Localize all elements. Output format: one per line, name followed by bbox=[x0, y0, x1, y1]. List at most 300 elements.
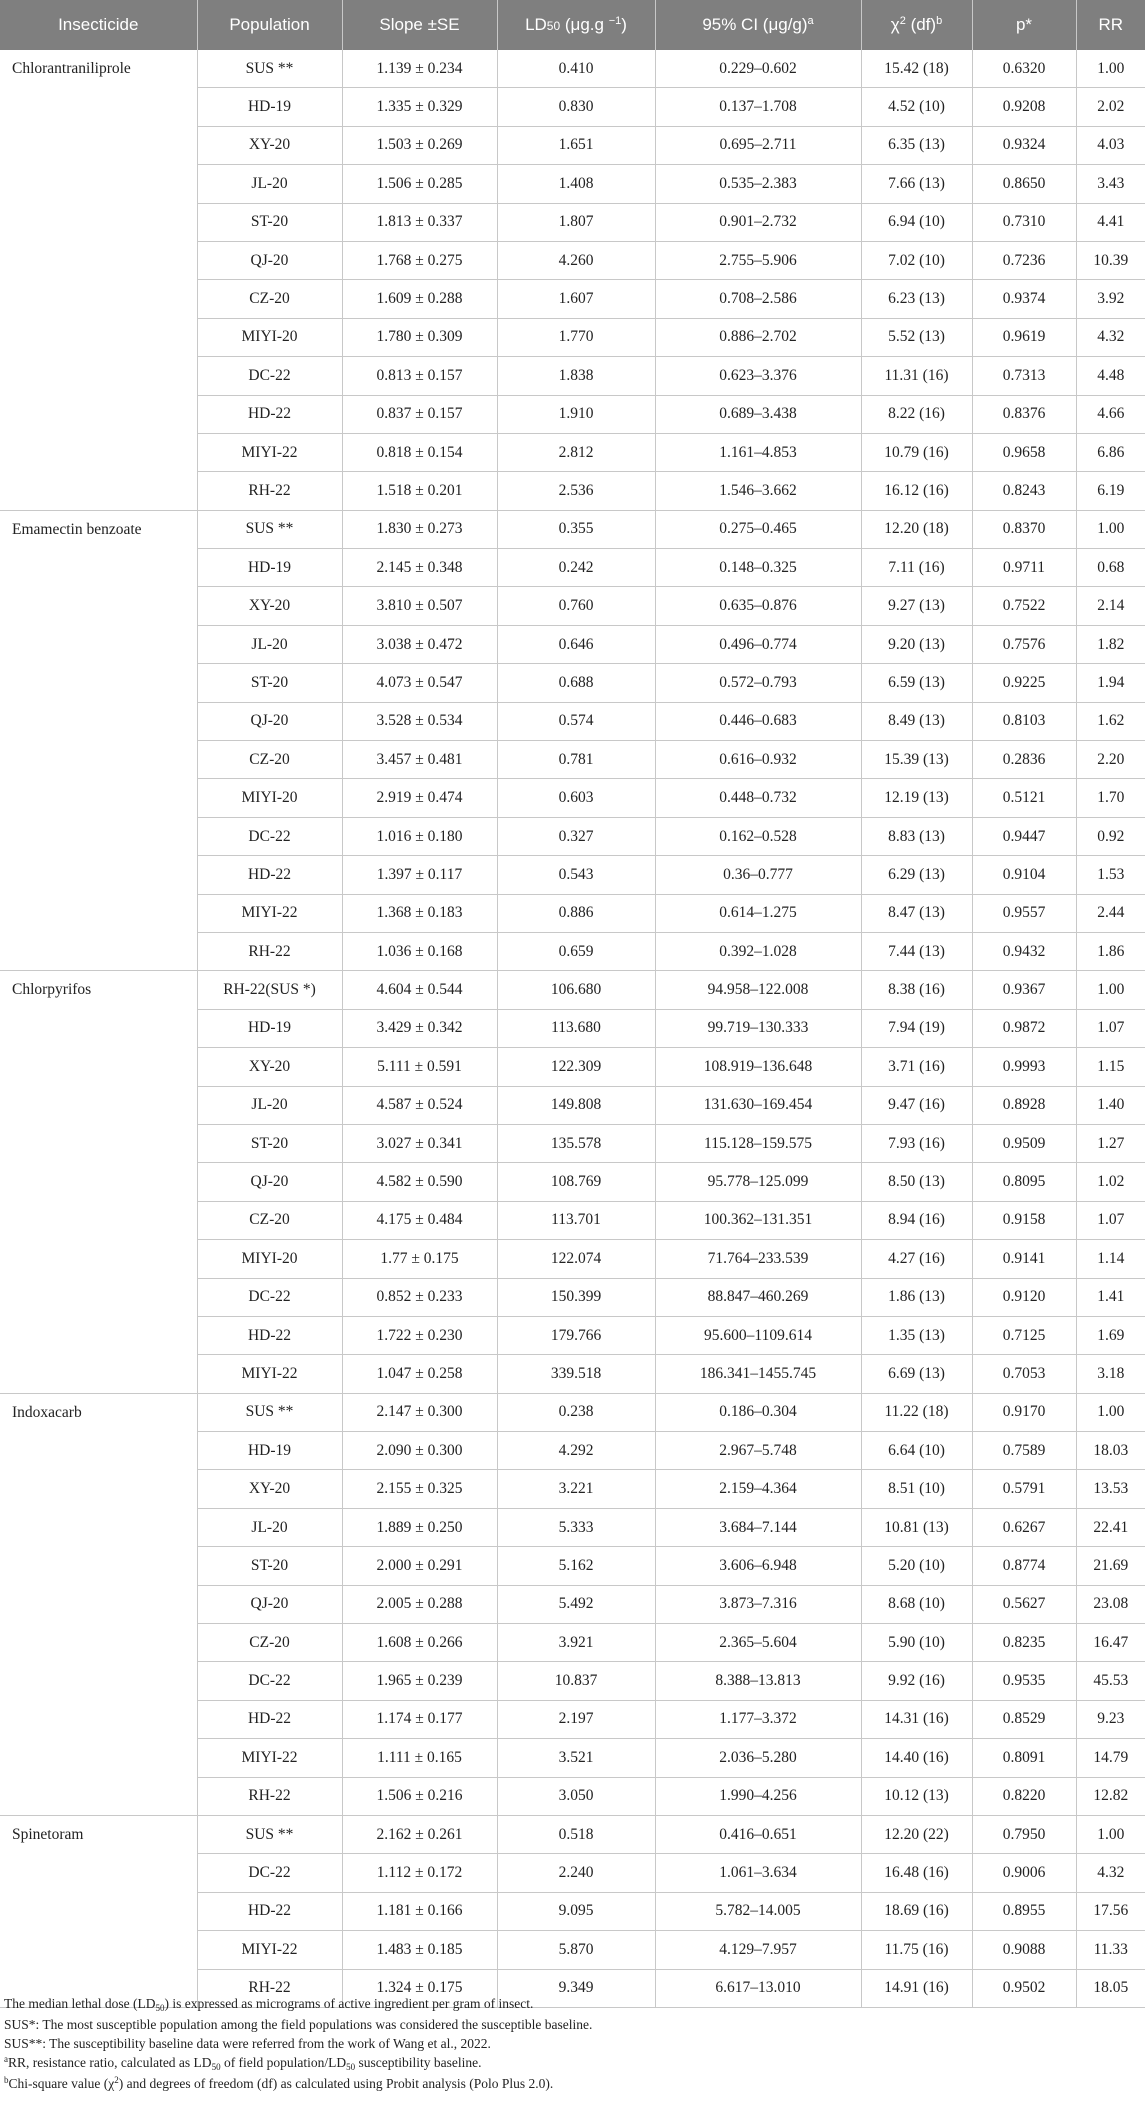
p-value-cell: 0.9374 bbox=[972, 280, 1076, 318]
ci-cell: 88.847–460.269 bbox=[655, 1278, 861, 1316]
population-cell: HD-19 bbox=[197, 88, 342, 126]
ci-cell: 95.778–125.099 bbox=[655, 1163, 861, 1201]
insecticide-cell: Spinetoram bbox=[0, 1815, 197, 2007]
slope-cell: 1.016 ± 0.180 bbox=[342, 817, 497, 855]
chi-square-cell: 18.69 (16) bbox=[861, 1892, 972, 1930]
p-value-cell: 0.9432 bbox=[972, 932, 1076, 970]
chi-square-cell: 11.75 (16) bbox=[861, 1931, 972, 1969]
population-cell: DC-22 bbox=[197, 817, 342, 855]
chi-square-cell: 9.20 (13) bbox=[861, 625, 972, 663]
p-value-cell: 0.9170 bbox=[972, 1393, 1076, 1431]
ci-cell: 94.958–122.008 bbox=[655, 971, 861, 1009]
ci-cell: 3.684–7.144 bbox=[655, 1508, 861, 1546]
ld50-cell: 106.680 bbox=[497, 971, 655, 1009]
chi-square-cell: 8.94 (16) bbox=[861, 1201, 972, 1239]
population-cell: MIYI-22 bbox=[197, 1739, 342, 1777]
ld50-cell: 5.333 bbox=[497, 1508, 655, 1546]
slope-cell: 1.609 ± 0.288 bbox=[342, 280, 497, 318]
ld50-cell: 0.646 bbox=[497, 625, 655, 663]
rr-cell: 1.00 bbox=[1076, 1815, 1145, 1853]
ci-cell: 3.873–7.316 bbox=[655, 1585, 861, 1623]
p-value-cell: 0.8650 bbox=[972, 165, 1076, 203]
rr-cell: 1.94 bbox=[1076, 664, 1145, 702]
ld50-cell: 4.292 bbox=[497, 1432, 655, 1470]
p-value-cell: 0.8529 bbox=[972, 1700, 1076, 1738]
chi-square-cell: 14.40 (16) bbox=[861, 1739, 972, 1777]
slope-cell: 1.518 ± 0.201 bbox=[342, 472, 497, 510]
ld50-cell: 113.680 bbox=[497, 1009, 655, 1047]
slope-cell: 4.587 ± 0.524 bbox=[342, 1086, 497, 1124]
population-cell: MIYI-22 bbox=[197, 1355, 342, 1393]
slope-cell: 1.768 ± 0.275 bbox=[342, 241, 497, 279]
ci-cell: 0.572–0.793 bbox=[655, 664, 861, 702]
slope-cell: 3.528 ± 0.534 bbox=[342, 702, 497, 740]
rr-cell: 1.62 bbox=[1076, 702, 1145, 740]
chi-square-cell: 8.22 (16) bbox=[861, 395, 972, 433]
rr-cell: 21.69 bbox=[1076, 1547, 1145, 1585]
population-cell: QJ-20 bbox=[197, 1163, 342, 1201]
rr-cell: 1.00 bbox=[1076, 971, 1145, 1009]
rr-cell: 1.00 bbox=[1076, 510, 1145, 548]
table-row bbox=[0, 971, 1145, 1009]
p-value-cell: 0.8243 bbox=[972, 472, 1076, 510]
ld50-cell: 5.492 bbox=[497, 1585, 655, 1623]
col-header-chi-square: $\chi^2$ (df)$^b$ bbox=[861, 0, 972, 50]
slope-cell: 1.506 ± 0.285 bbox=[342, 165, 497, 203]
rr-cell: 4.03 bbox=[1076, 126, 1145, 164]
population-cell: JL-20 bbox=[197, 165, 342, 203]
chi-square-cell: 9.47 (16) bbox=[861, 1086, 972, 1124]
ld50-cell: 1.770 bbox=[497, 318, 655, 356]
rr-cell: 4.66 bbox=[1076, 395, 1145, 433]
chi-square-cell: 7.02 (10) bbox=[861, 241, 972, 279]
chi-square-cell: 3.71 (16) bbox=[861, 1048, 972, 1086]
p-value-cell: 0.9658 bbox=[972, 433, 1076, 471]
slope-cell: 1.368 ± 0.183 bbox=[342, 894, 497, 932]
ci-cell: 0.162–0.528 bbox=[655, 817, 861, 855]
population-cell: RH-22(SUS *) bbox=[197, 971, 342, 1009]
rr-cell: 1.15 bbox=[1076, 1048, 1145, 1086]
population-cell: CZ-20 bbox=[197, 280, 342, 318]
ci-cell: 108.919–136.648 bbox=[655, 1048, 861, 1086]
p-value-cell: 0.7589 bbox=[972, 1432, 1076, 1470]
population-cell: HD-22 bbox=[197, 1700, 342, 1738]
chi-square-cell: 9.27 (13) bbox=[861, 587, 972, 625]
slope-cell: 1.503 ± 0.269 bbox=[342, 126, 497, 164]
slope-cell: 1.047 ± 0.258 bbox=[342, 1355, 497, 1393]
slope-cell: 1.830 ± 0.273 bbox=[342, 510, 497, 548]
ld50-cell: 2.240 bbox=[497, 1854, 655, 1892]
population-cell: CZ-20 bbox=[197, 741, 342, 779]
rr-cell: 4.48 bbox=[1076, 357, 1145, 395]
insecticide-cell: Emamectin benzoate bbox=[0, 510, 197, 971]
footnote-sus-double: SUS**: The susceptibility baseline data were referred from the work of Wang et al., 2022. bbox=[4, 2036, 491, 2051]
population-cell: HD-19 bbox=[197, 549, 342, 587]
ld50-cell: 5.870 bbox=[497, 1931, 655, 1969]
slope-cell: 2.145 ± 0.348 bbox=[342, 549, 497, 587]
slope-cell: 1.324 ± 0.175 bbox=[342, 1969, 497, 2007]
rr-cell: 18.03 bbox=[1076, 1432, 1145, 1470]
rr-cell: 13.53 bbox=[1076, 1470, 1145, 1508]
population-cell: XY-20 bbox=[197, 126, 342, 164]
rr-cell: 0.92 bbox=[1076, 817, 1145, 855]
chi-square-cell: 15.39 (13) bbox=[861, 741, 972, 779]
slope-cell: 4.073 ± 0.547 bbox=[342, 664, 497, 702]
ld50-cell: 9.095 bbox=[497, 1892, 655, 1930]
ci-cell: 0.708–2.586 bbox=[655, 280, 861, 318]
p-value-cell: 0.8095 bbox=[972, 1163, 1076, 1201]
slope-cell: 2.147 ± 0.300 bbox=[342, 1393, 497, 1431]
table-row bbox=[0, 1815, 1145, 1853]
ci-cell: 99.719–130.333 bbox=[655, 1009, 861, 1047]
p-value-cell: 0.6320 bbox=[972, 50, 1076, 88]
ld50-cell: 179.766 bbox=[497, 1316, 655, 1354]
ld50-cell: 0.327 bbox=[497, 817, 655, 855]
slope-cell: 1.965 ± 0.239 bbox=[342, 1662, 497, 1700]
chi-square-cell: 12.20 (22) bbox=[861, 1815, 972, 1853]
p-value-cell: 0.9104 bbox=[972, 856, 1076, 894]
slope-cell: 2.005 ± 0.288 bbox=[342, 1585, 497, 1623]
ld50-cell: 2.536 bbox=[497, 472, 655, 510]
population-cell: ST-20 bbox=[197, 664, 342, 702]
p-value-cell: 0.8928 bbox=[972, 1086, 1076, 1124]
ci-cell: 1.161–4.853 bbox=[655, 433, 861, 471]
insecticide-cell: Indoxacarb bbox=[0, 1393, 197, 1815]
ci-cell: 0.229–0.602 bbox=[655, 50, 861, 88]
rr-cell: 6.19 bbox=[1076, 472, 1145, 510]
ci-cell: 0.635–0.876 bbox=[655, 587, 861, 625]
population-cell: MIYI-22 bbox=[197, 433, 342, 471]
rr-cell: 0.68 bbox=[1076, 549, 1145, 587]
slope-cell: 1.813 ± 0.337 bbox=[342, 203, 497, 241]
chi-square-cell: 1.86 (13) bbox=[861, 1278, 972, 1316]
rr-cell: 17.56 bbox=[1076, 1892, 1145, 1930]
chi-square-cell: 8.49 (13) bbox=[861, 702, 972, 740]
ci-cell: 1.061–3.634 bbox=[655, 1854, 861, 1892]
population-cell: SUS ** bbox=[197, 50, 342, 88]
population-cell: SUS ** bbox=[197, 510, 342, 548]
population-cell: XY-20 bbox=[197, 587, 342, 625]
p-value-cell: 0.8235 bbox=[972, 1624, 1076, 1662]
ci-cell: 0.616–0.932 bbox=[655, 741, 861, 779]
rr-cell: 12.82 bbox=[1076, 1777, 1145, 1815]
ld50-cell: 0.518 bbox=[497, 1815, 655, 1853]
chi-square-cell: 7.93 (16) bbox=[861, 1124, 972, 1162]
ci-cell: 0.416–0.651 bbox=[655, 1815, 861, 1853]
col-header-ci: 95% CI $(\mu g/g)^a$ bbox=[655, 0, 861, 50]
table-row bbox=[0, 50, 1145, 88]
chi-square-cell: 6.29 (13) bbox=[861, 856, 972, 894]
ld50-cell: 0.543 bbox=[497, 856, 655, 894]
population-cell: JL-20 bbox=[197, 1086, 342, 1124]
footnote-ld50: The median lethal dose $(LD_{50})$ is expressed as micrograms of active ingredient per gram of insect. bbox=[4, 1996, 534, 2013]
ld50-cell: 2.197 bbox=[497, 1700, 655, 1738]
rr-cell: 22.41 bbox=[1076, 1508, 1145, 1546]
population-cell: ST-20 bbox=[197, 203, 342, 241]
p-value-cell: 0.9447 bbox=[972, 817, 1076, 855]
ci-cell: 0.392–1.028 bbox=[655, 932, 861, 970]
p-value-cell: 0.8103 bbox=[972, 702, 1076, 740]
population-cell: HD-22 bbox=[197, 395, 342, 433]
chi-square-cell: 8.50 (13) bbox=[861, 1163, 972, 1201]
slope-cell: 3.038 ± 0.472 bbox=[342, 625, 497, 663]
ld50-cell: 150.399 bbox=[497, 1278, 655, 1316]
chi-square-cell: 6.59 (13) bbox=[861, 664, 972, 702]
ci-cell: 0.137–1.708 bbox=[655, 88, 861, 126]
rr-cell: 1.14 bbox=[1076, 1240, 1145, 1278]
p-value-cell: 0.9711 bbox=[972, 549, 1076, 587]
p-value-cell: 0.7313 bbox=[972, 357, 1076, 395]
slope-cell: 2.090 ± 0.300 bbox=[342, 1432, 497, 1470]
table-body bbox=[0, 50, 1145, 2007]
ci-cell: 8.388–13.813 bbox=[655, 1662, 861, 1700]
ci-cell: 2.755–5.906 bbox=[655, 241, 861, 279]
chi-square-cell: 10.12 (13) bbox=[861, 1777, 972, 1815]
p-value-cell: 0.9557 bbox=[972, 894, 1076, 932]
rr-cell: 1.82 bbox=[1076, 625, 1145, 663]
chi-square-cell: 5.20 (10) bbox=[861, 1547, 972, 1585]
rr-cell: 1.40 bbox=[1076, 1086, 1145, 1124]
ld50-cell: 0.242 bbox=[497, 549, 655, 587]
ci-cell: 6.617–13.010 bbox=[655, 1969, 861, 2007]
ld50-cell: 108.769 bbox=[497, 1163, 655, 1201]
ld50-cell: 149.808 bbox=[497, 1086, 655, 1124]
p-value-cell: 0.5791 bbox=[972, 1470, 1076, 1508]
population-cell: SUS ** bbox=[197, 1815, 342, 1853]
population-cell: CZ-20 bbox=[197, 1201, 342, 1239]
chi-square-cell: 8.68 (10) bbox=[861, 1585, 972, 1623]
p-value-cell: 0.7950 bbox=[972, 1815, 1076, 1853]
population-cell: DC-22 bbox=[197, 1662, 342, 1700]
population-cell: RH-22 bbox=[197, 1777, 342, 1815]
ld50-cell: 3.221 bbox=[497, 1470, 655, 1508]
ld50-cell: 0.688 bbox=[497, 664, 655, 702]
ld50-cell: 0.355 bbox=[497, 510, 655, 548]
slope-cell: 0.837 ± 0.157 bbox=[342, 395, 497, 433]
ci-cell: 2.159–4.364 bbox=[655, 1470, 861, 1508]
slope-cell: 1.77 ± 0.175 bbox=[342, 1240, 497, 1278]
chi-square-cell: 8.51 (10) bbox=[861, 1470, 972, 1508]
population-cell: RH-22 bbox=[197, 932, 342, 970]
chi-square-cell: 4.52 (10) bbox=[861, 88, 972, 126]
population-cell: XY-20 bbox=[197, 1470, 342, 1508]
p-value-cell: 0.7310 bbox=[972, 203, 1076, 241]
slope-cell: 1.111 ± 0.165 bbox=[342, 1739, 497, 1777]
chi-square-cell: 6.64 (10) bbox=[861, 1432, 972, 1470]
ld50-cell: 135.578 bbox=[497, 1124, 655, 1162]
rr-cell: 4.41 bbox=[1076, 203, 1145, 241]
rr-cell: 1.07 bbox=[1076, 1009, 1145, 1047]
ci-cell: 95.600–1109.614 bbox=[655, 1316, 861, 1354]
chi-square-cell: 16.48 (16) bbox=[861, 1854, 972, 1892]
p-value-cell: 0.9872 bbox=[972, 1009, 1076, 1047]
slope-cell: 1.181 ± 0.166 bbox=[342, 1892, 497, 1930]
chi-square-cell: 11.31 (16) bbox=[861, 357, 972, 395]
rr-cell: 1.41 bbox=[1076, 1278, 1145, 1316]
population-cell: RH-22 bbox=[197, 472, 342, 510]
ld50-cell: 4.260 bbox=[497, 241, 655, 279]
p-value-cell: 0.9993 bbox=[972, 1048, 1076, 1086]
rr-cell: 9.23 bbox=[1076, 1700, 1145, 1738]
chi-square-cell: 5.90 (10) bbox=[861, 1624, 972, 1662]
col-header-ld50: LD50 (μg.g $^{-1}$) bbox=[497, 0, 655, 50]
chi-square-cell: 6.69 (13) bbox=[861, 1355, 972, 1393]
ci-cell: 0.695–2.711 bbox=[655, 126, 861, 164]
ld50-cell: 113.701 bbox=[497, 1201, 655, 1239]
population-cell: DC-22 bbox=[197, 357, 342, 395]
chi-square-cell: 15.42 (18) bbox=[861, 50, 972, 88]
slope-cell: 0.818 ± 0.154 bbox=[342, 433, 497, 471]
slope-cell: 1.335 ± 0.329 bbox=[342, 88, 497, 126]
slope-cell: 1.174 ± 0.177 bbox=[342, 1700, 497, 1738]
rr-cell: 45.53 bbox=[1076, 1662, 1145, 1700]
ci-cell: 0.186–0.304 bbox=[655, 1393, 861, 1431]
p-value-cell: 0.9509 bbox=[972, 1124, 1076, 1162]
ld50-cell: 1.910 bbox=[497, 395, 655, 433]
ci-cell: 1.177–3.372 bbox=[655, 1700, 861, 1738]
chi-square-cell: 8.38 (16) bbox=[861, 971, 972, 1009]
p-value-cell: 0.9225 bbox=[972, 664, 1076, 702]
rr-cell: 4.32 bbox=[1076, 1854, 1145, 1892]
population-cell: DC-22 bbox=[197, 1854, 342, 1892]
ci-cell: 4.129–7.957 bbox=[655, 1931, 861, 1969]
ld50-cell: 0.574 bbox=[497, 702, 655, 740]
population-cell: MIYI-20 bbox=[197, 1240, 342, 1278]
p-value-cell: 0.9502 bbox=[972, 1969, 1076, 2007]
ld50-cell: 1.607 bbox=[497, 280, 655, 318]
rr-cell: 2.14 bbox=[1076, 587, 1145, 625]
footnote-rr: $^a$RR, resistance ratio, calculated as $LD_{50}$ of field population/$LD_{50}$ susceptibility baseline. bbox=[4, 2054, 482, 2072]
ci-cell: 0.446–0.683 bbox=[655, 702, 861, 740]
chi-square-cell: 7.11 (16) bbox=[861, 549, 972, 587]
population-cell: MIYI-20 bbox=[197, 318, 342, 356]
col-header-population: Population bbox=[197, 0, 342, 50]
ld50-cell: 1.838 bbox=[497, 357, 655, 395]
slope-cell: 1.780 ± 0.309 bbox=[342, 318, 497, 356]
population-cell: ST-20 bbox=[197, 1124, 342, 1162]
slope-cell: 3.429 ± 0.342 bbox=[342, 1009, 497, 1047]
slope-cell: 4.582 ± 0.590 bbox=[342, 1163, 497, 1201]
p-value-cell: 0.9158 bbox=[972, 1201, 1076, 1239]
p-value-cell: 0.7125 bbox=[972, 1316, 1076, 1354]
rr-cell: 10.39 bbox=[1076, 241, 1145, 279]
ci-cell: 0.535–2.383 bbox=[655, 165, 861, 203]
chi-square-cell: 10.79 (16) bbox=[861, 433, 972, 471]
slope-cell: 1.506 ± 0.216 bbox=[342, 1777, 497, 1815]
p-value-cell: 0.2836 bbox=[972, 741, 1076, 779]
chi-square-cell: 12.20 (18) bbox=[861, 510, 972, 548]
ci-cell: 0.623–3.376 bbox=[655, 357, 861, 395]
footnote-chi-square: $^b$Chi-square value (χ$^2$) and degrees of freedom (df) as calculated using Probit analysis (Polo Plus 2.0). bbox=[4, 2075, 554, 2091]
population-cell: MIYI-22 bbox=[197, 894, 342, 932]
slope-cell: 3.027 ± 0.341 bbox=[342, 1124, 497, 1162]
population-cell: QJ-20 bbox=[197, 241, 342, 279]
slope-cell: 4.175 ± 0.484 bbox=[342, 1201, 497, 1239]
rr-cell: 6.86 bbox=[1076, 433, 1145, 471]
chi-square-cell: 9.92 (16) bbox=[861, 1662, 972, 1700]
chi-square-cell: 8.47 (13) bbox=[861, 894, 972, 932]
ci-cell: 186.341–1455.745 bbox=[655, 1355, 861, 1393]
footnote-sus-single: SUS*: The most susceptible population among the field populations was considered the susceptible baseline. bbox=[4, 2017, 593, 2032]
p-value-cell: 0.9208 bbox=[972, 88, 1076, 126]
chi-square-cell: 6.23 (13) bbox=[861, 280, 972, 318]
ci-cell: 2.967–5.748 bbox=[655, 1432, 861, 1470]
ci-cell: 2.036–5.280 bbox=[655, 1739, 861, 1777]
ci-cell: 2.365–5.604 bbox=[655, 1624, 861, 1662]
slope-cell: 1.397 ± 0.117 bbox=[342, 856, 497, 894]
ld50-cell: 0.238 bbox=[497, 1393, 655, 1431]
p-value-cell: 0.9324 bbox=[972, 126, 1076, 164]
population-cell: QJ-20 bbox=[197, 702, 342, 740]
rr-cell: 3.43 bbox=[1076, 165, 1145, 203]
ld50-cell: 3.521 bbox=[497, 1739, 655, 1777]
ci-cell: 0.36–0.777 bbox=[655, 856, 861, 894]
rr-cell: 3.92 bbox=[1076, 280, 1145, 318]
rr-cell: 1.02 bbox=[1076, 1163, 1145, 1201]
chi-square-cell: 12.19 (13) bbox=[861, 779, 972, 817]
ci-cell: 131.630–169.454 bbox=[655, 1086, 861, 1124]
population-cell: CZ-20 bbox=[197, 1624, 342, 1662]
p-value-cell: 0.7576 bbox=[972, 625, 1076, 663]
chi-square-cell: 8.83 (13) bbox=[861, 817, 972, 855]
rr-cell: 14.79 bbox=[1076, 1739, 1145, 1777]
ci-cell: 1.990–4.256 bbox=[655, 1777, 861, 1815]
ld50-cell: 1.807 bbox=[497, 203, 655, 241]
slope-cell: 4.604 ± 0.544 bbox=[342, 971, 497, 1009]
insecticide-cell: Chlorantraniliprole bbox=[0, 50, 197, 510]
chi-square-cell: 14.91 (16) bbox=[861, 1969, 972, 2007]
p-value-cell: 0.8376 bbox=[972, 395, 1076, 433]
rr-cell: 1.27 bbox=[1076, 1124, 1145, 1162]
rr-cell: 11.33 bbox=[1076, 1931, 1145, 1969]
slope-cell: 2.000 ± 0.291 bbox=[342, 1547, 497, 1585]
rr-cell: 16.47 bbox=[1076, 1624, 1145, 1662]
p-value-cell: 0.7236 bbox=[972, 241, 1076, 279]
ld50-cell: 0.410 bbox=[497, 50, 655, 88]
rr-cell: 1.69 bbox=[1076, 1316, 1145, 1354]
ld50-cell: 9.349 bbox=[497, 1969, 655, 2007]
population-cell: SUS ** bbox=[197, 1393, 342, 1431]
population-cell: JL-20 bbox=[197, 625, 342, 663]
p-value-cell: 0.8220 bbox=[972, 1777, 1076, 1815]
ld50-cell: 0.760 bbox=[497, 587, 655, 625]
ld50-cell: 2.812 bbox=[497, 433, 655, 471]
rr-cell: 23.08 bbox=[1076, 1585, 1145, 1623]
p-value-cell: 0.9367 bbox=[972, 971, 1076, 1009]
rr-cell: 3.18 bbox=[1076, 1355, 1145, 1393]
population-cell: HD-19 bbox=[197, 1009, 342, 1047]
population-cell: JL-20 bbox=[197, 1508, 342, 1546]
p-value-cell: 0.9088 bbox=[972, 1931, 1076, 1969]
ci-cell: 0.448–0.732 bbox=[655, 779, 861, 817]
chi-square-cell: 1.35 (13) bbox=[861, 1316, 972, 1354]
ld50-cell: 10.837 bbox=[497, 1662, 655, 1700]
ci-cell: 115.128–159.575 bbox=[655, 1124, 861, 1162]
ci-cell: 0.689–3.438 bbox=[655, 395, 861, 433]
population-cell: HD-19 bbox=[197, 1432, 342, 1470]
rr-cell: 18.05 bbox=[1076, 1969, 1145, 2007]
population-cell: MIYI-22 bbox=[197, 1931, 342, 1969]
ld50-cell: 1.651 bbox=[497, 126, 655, 164]
slope-cell: 1.608 ± 0.266 bbox=[342, 1624, 497, 1662]
ci-cell: 0.901–2.732 bbox=[655, 203, 861, 241]
ci-cell: 3.606–6.948 bbox=[655, 1547, 861, 1585]
ci-cell: 0.275–0.465 bbox=[655, 510, 861, 548]
chi-square-cell: 11.22 (18) bbox=[861, 1393, 972, 1431]
slope-cell: 3.457 ± 0.481 bbox=[342, 741, 497, 779]
ci-cell: 1.546–3.662 bbox=[655, 472, 861, 510]
population-cell: MIYI-20 bbox=[197, 779, 342, 817]
